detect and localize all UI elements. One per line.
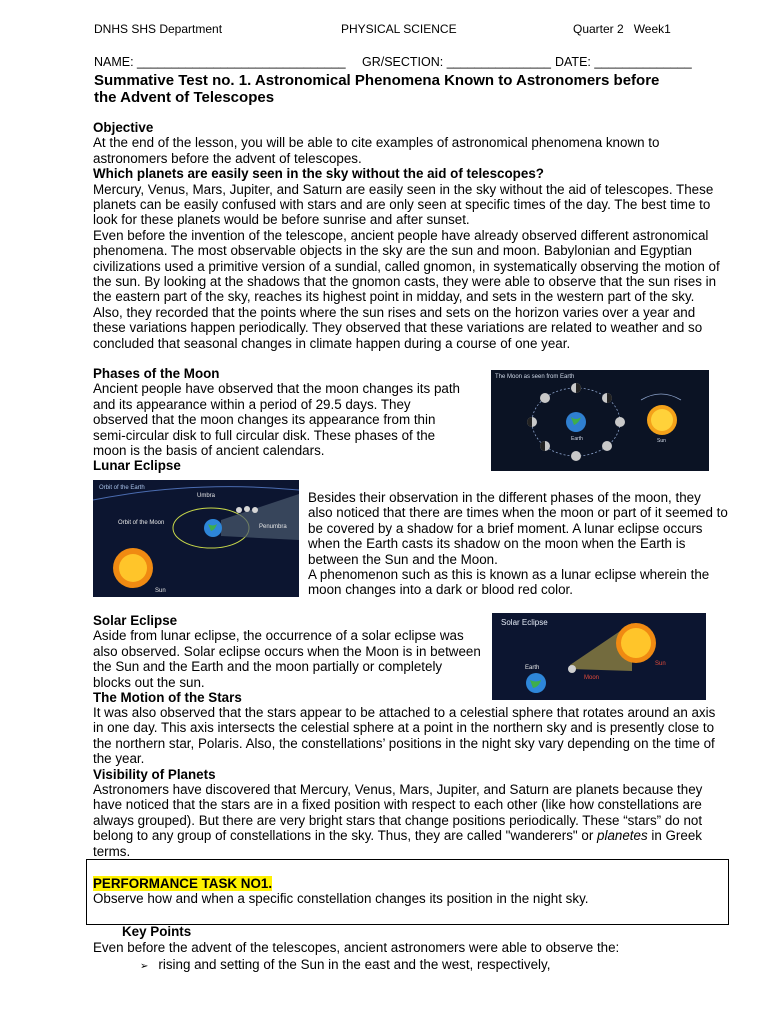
moon-phases-figure [491,370,709,471]
moon-phase-icon [571,451,581,461]
bullet-arrow-icon: ➢ [140,961,149,972]
lunar-eclipse-text-2: A phenomenon such as this is known as a lunar eclipse wherein the moon changes into a dark or blood red color. [308,567,710,598]
key-point-item: rising and setting of the Sun in the east and the west, respectively, [158,957,551,972]
performance-task-text: Observe how and when a specific constellation changes its position in the night sky. [93,891,589,907]
visibility-heading: Visibility of Planets [93,766,216,782]
moon-phases-section [93,366,468,474]
svg-text:Earth: Earth [525,665,540,671]
stars-motion-text: It was also observed that the stars appear to be attached to a celestial sphere that rotates around an axis in one day. This axis intersects the celestial sphere at a point in the northern sky and is presently close to the northern star, Polaris. Also, the constellations’ positions in the night sky vary depending on the time of the year. [93,705,716,767]
page-title [94,72,734,106]
date-field: DATE: ______________ [555,55,692,69]
svg-text:Solar Eclipse: Solar Eclipse [501,618,548,627]
svg-text:Sun: Sun [155,588,166,594]
planets-heading: Which planets are easily seen in the sky without the aid of telescopes? [93,166,544,182]
lunar-eclipse-section [308,490,728,598]
svg-text:Moon: Moon [584,675,600,681]
solar-eclipse-heading: Solar Eclipse [93,613,178,628]
visibility-text: Astronomers have discovered that Mercury, Venus, Mars, Jupiter, and Saturn are planets because they have noticed that the stars are in a fixed position with respect to each other (like how constellations are always grouped). But there are very bright stars that change positions periodically. These “stars” do not belong to any group of constellations in the sky. Thus, they are called "wanderers" or planetes in Greek terms. [93,782,703,859]
moon-icon [236,507,242,513]
solar-eclipse-diagram [492,613,706,700]
stars-motion-heading: The Motion of the Stars [93,690,242,706]
lunar-eclipse-diagram [93,480,299,597]
moon-phases-text: Ancient people have observed that the moon changes its path and its appearance within a period of 29.5 days. They observed that the moon changes its appearance from thin semi-circular disk to full circular disk. These phases of the moon is the basis of ancient calendars. [93,381,461,459]
header-department: DNHS SHS Department [94,22,223,36]
solar-eclipse-text: Aside from lunar eclipse, the occurrence of a solar eclipse was also observed. Solar eclipse occurs when the Moon is in between the Sun and the Earth and the moon partially or completely blocks out the sun. [93,628,481,690]
greek-term: planetes [597,828,648,844]
svg-text:Earth: Earth [571,436,583,442]
objective-text: At the end of the lesson, you will be able to cite examples of astronomical phenomena known to astronomers before the advent of telescopes. [93,135,660,166]
objective-heading: Objective [93,120,154,135]
performance-task-label: PERFORMANCE TASK NO1. [93,876,273,891]
header-subject: PHYSICAL SCIENCE [341,22,457,36]
moon-icon [568,665,576,673]
moon-phase-icon [615,417,625,427]
stars-visibility-section [93,705,729,859]
name-field: NAME: ______________________________ [94,55,346,69]
svg-text:Penumbra: Penumbra [259,524,287,530]
moon-phases-diagram [491,370,709,471]
lunar-eclipse-figure [93,480,299,597]
solar-eclipse-figure [492,613,706,700]
svg-text:Orbit of the Earth: Orbit of the Earth [99,485,145,491]
section-field: GR/SECTION: _______________ [362,55,552,69]
key-points-heading: Key Points [122,924,192,939]
key-points-intro: Even before the advent of the telescopes, ancient astronomers were able to observe the: [93,940,620,955]
planets-paragraph-2: Even before the invention of the telescope, ancient people have already observed different astronomical phenomena. The most observable objects in the sky are the sun and moon. Babylonian and Egyptian civilizations used a primitive version of a sundial, called gnomon, in systematically observing the motion of the sun. By looking at the shadows that the gnomon casts, they were able to observe that the sun rises in the eastern part of the sky, reaches its highest point in midday, and sets in the western part of the sky. [93,227,720,305]
header-quarter: Quarter 2 Week1 [573,22,671,36]
planets-paragraph-1: Mercury, Venus, Mars, Jupiter, and Saturn are easily seen in the sky without the aid of telescopes. These planets can be easily confused with stars and are only seen at specific times of the day. The best time to look for these planets would be before sunrise and after sunset. [93,181,714,228]
title-line-1: Summative Test no. 1. Astronomical Phenomena Known to Astronomers before [94,72,660,89]
svg-text:Sun: Sun [655,661,666,667]
svg-text:Orbit of the Moon: Orbit of the Moon [118,520,165,526]
key-points-bullet [140,956,740,974]
moon-phase-icon [540,393,550,403]
main-content [93,120,729,351]
title-line-2: the Advent of Telescopes [94,89,275,106]
moon-phases-caption: The Moon as seen from Earth [495,374,575,380]
moon-icon [252,507,258,513]
performance-task [93,876,713,907]
moon-phase-icon [602,441,612,451]
lunar-eclipse-text-1: Besides their observation in the different phases of the moon, they also noticed that there are times when the moon or part of it seemed to be covered by a shadow for a brief moment. A lunar eclipse occurs when the Earth casts its shadow on the moon when the Earth is between the Sun and the Moon. [308,490,728,567]
moon-phases-heading: Phases of the Moon [93,366,220,381]
planets-paragraph-3: Also, they recorded that the points where the sun rises and sets on the horizon varies over a year and these variations happen periodically. They observed that these variations are related to weather and so concluded that seasonal changes in climate happen during a course of one year. [93,304,703,351]
lunar-eclipse-heading: Lunar Eclipse [93,458,181,474]
svg-text:Sun: Sun [657,438,666,444]
solar-eclipse-section [93,613,483,705]
svg-text:Umbra: Umbra [197,493,216,499]
moon-icon [244,506,250,512]
